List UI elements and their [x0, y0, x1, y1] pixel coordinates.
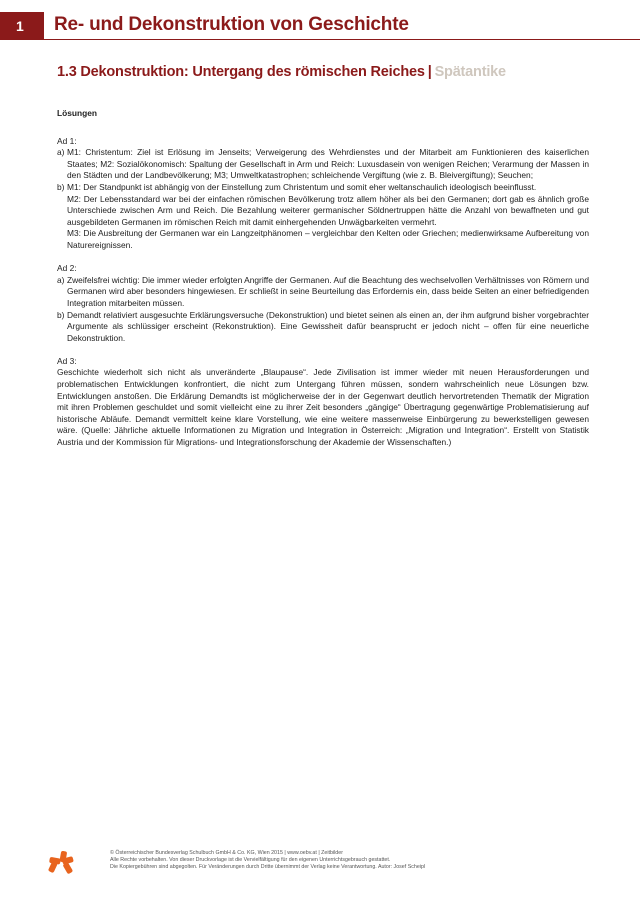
ad1-a-marker: a) [57, 147, 65, 158]
footer-copyright [110, 850, 610, 871]
ad2-b-marker: b) [57, 309, 65, 320]
ad1-item-b [57, 182, 589, 252]
ad2-b-text: Demandt relativiert ausgesuchte Erklärungsversuche (Dekonstruktion) und bietet seinen als einen an, der ihm aufgrund bisher vorgebrachter Argumente als schlüssiger erscheint (Rekonstruktion). Eine Gewissheit dafür beansprucht er jedoch nicht – offen für eine neuerliche Dekonstruktion. [67, 309, 589, 343]
page-header [0, 12, 640, 42]
section-subtitle: Spätantike [434, 64, 506, 80]
ad2-block [57, 263, 589, 344]
chapter-title: Re- und Dekonstruktion von Geschichte [54, 14, 409, 35]
footer-line-3: Die Kopiergebühren sind abgegolten. Für Veränderungen durch Dritte übernimmt der Verlag keine Verantwortung. Autor: Josef Scheipl [110, 864, 426, 870]
ad1-label: Ad 1: [57, 135, 77, 146]
ad3-block [57, 356, 589, 449]
section-separator: | [427, 64, 432, 80]
ad1-item-a [57, 147, 589, 182]
ad1-block [57, 136, 589, 252]
ad2-a-marker: a) [57, 274, 65, 285]
publisher-logo-icon [48, 850, 76, 878]
ad1-b-text-m1: M1: Der Standpunkt ist abhängig von der Einstellung zum Christentum und somit eher weltanschaulich ideologisch beeinflusst. [67, 181, 537, 192]
header-divider [44, 39, 640, 40]
section-number-title: 1.3 Dekonstruktion: Untergang des römischen Reiches [57, 64, 425, 80]
solutions-content [57, 108, 589, 460]
ad1-b-body [67, 182, 589, 252]
solutions-heading: Lösungen [57, 108, 98, 118]
ad1-a-text: M1: Christentum: Ziel ist Erlösung im Jenseits; Verweigerung des Wehrdienstes und der Mitarbeit am Funktionieren des kaiserlichen Staates; M2: Sozialökonomisch: Spaltung der Gesellschaft in Arm und Reich: Luxusdasein von wenigen Reichen; Verarmung der Massen in den Städten und der Landbevölkerung; M3; Umweltkatastrophen; schleichende Vergiftung (wie z. B. Bleivergiftung); Seuchen; [67, 147, 589, 181]
ad3-text: Geschichte wiederholt sich nicht als unveränderte „Blaupause“. Jede Zivilisation ist immer wieder mit neuen Herausforderungen und problematischen Entwicklungen konfrontiert, die nicht zum Untergang führen müssen, sondern wahrscheinlich neue Lösungen bzw. Entwicklungen anstoßen. Die Erklärung Demandts ist möglicherweise der in der Gegenwart deutlich hervortretenden Thematik der Migration mit ihren Problemen geschuldet und somit vielleicht eine zu ihrer Zeit besonders „gängige“ Übertragung gegenwärtige Problematisierung auf historische Abläufe. Demandt vermittelt keine klare Vorstellung, wie eine weitere massenweise Einbürgerung zu bewerkstelligen gewesen wäre. (Quelle: Jährliche aktuelle Informationen zu Migration und Integration in Österreich: „Migration und Integration“. Erstellt von Statistik Austria und der Kommission für Migrations- und Integrationsforschung der Akademie der Wissenschaften.) [57, 367, 589, 448]
ad2-a-text: Zweifelsfrei wichtig: Die immer wieder erfolgten Angriffe der Germanen. Auf die Beachtung des wechselvollen Verhältnisses von Römern und Germanen wird aber besonders hingewiesen. Er schließt in seine Beurteilung das Erfordernis ein, dass beide Seiten an einer befriedigenden Integration mitarbeiten müssen. [67, 274, 589, 308]
ad2-item-a [57, 275, 589, 310]
footer-line-2: Alle Rechte vorbehalten. Von dieser Druckvorlage ist die Vervielfältigung für den eigenen Unterrichtsgebrauch gestattet. [110, 857, 391, 863]
ad3-label: Ad 3: [57, 355, 77, 366]
section-title [57, 64, 506, 80]
footer-line-1: © Österreichischer Bundesverlag Schulbuch GmbH & Co. KG, Wien 2015 | www.oebv.at | Zeitbilder [110, 850, 343, 856]
ad1-b-text-m2: M2: Der Lebensstandard war bei der einfachen römischen Bevölkerung trotz allem höher als bei den Germanen; dort gab es ähnlich große Unterschiede zwischen Arm und Reich. Die Bezahlung weiterer germanischer Söldnertruppen hätte die Anzahl von bewaffneten und gut ausgebildeten Germanen im römischen Reich mit damit einhergehenden Unwägbarkeiten vermehrt. [67, 193, 589, 227]
ad1-b-marker: b) [57, 181, 65, 192]
ad2-label: Ad 2: [57, 263, 77, 274]
chapter-number: 1 [0, 12, 44, 40]
ad2-item-b [57, 310, 589, 345]
ad1-b-text-m3: M3: Die Ausbreitung der Germanen war ein Langzeitphänomen – vergleichbar den Kelten oder Griechen; medienwirksame Aufbereitung von Naturereignissen. [67, 228, 589, 250]
